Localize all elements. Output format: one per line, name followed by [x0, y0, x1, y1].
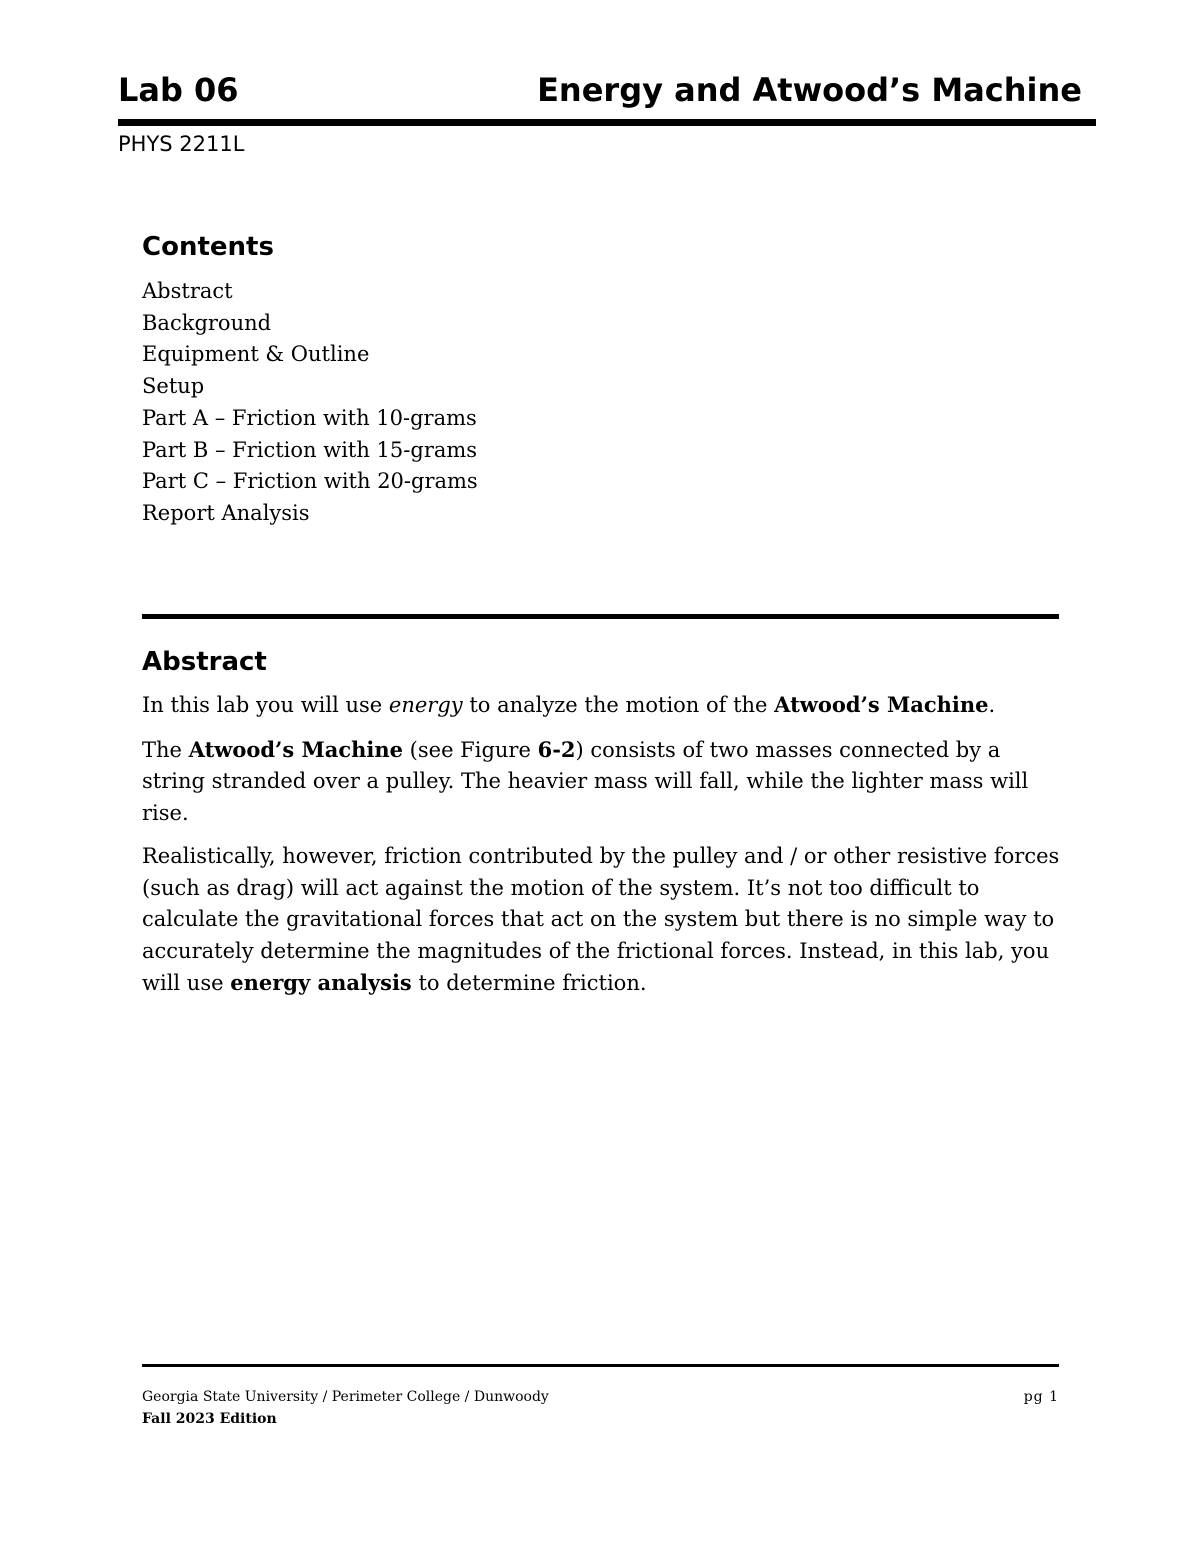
abstract-p1-text: In this lab you will use: [142, 693, 389, 717]
document-title: Energy and Atwood’s Machine: [537, 71, 1082, 109]
footer-edition: Fall 2023 Edition: [142, 1411, 277, 1427]
toc-item-part-b: Part B – Friction with 15-grams: [142, 437, 478, 462]
abstract-paragraph-3: [142, 841, 1062, 1000]
course-code: PHYS 2211L: [118, 132, 245, 156]
footer-divider: [142, 1364, 1059, 1367]
table-of-contents: [142, 276, 478, 530]
abstract-p1-period: .: [988, 693, 996, 717]
abstract-p2-text-2: (see Figure: [403, 737, 538, 762]
toc-item-report-analysis: Report Analysis: [142, 500, 310, 525]
abstract-heading: Abstract: [142, 647, 267, 677]
abstract-paragraph-1: [142, 689, 1062, 722]
abstract-p3-energy-analysis: energy analysis: [230, 970, 412, 995]
toc-item-part-a: Part A – Friction with 10-grams: [142, 405, 477, 430]
toc-item-part-c: Part C – Friction with 20-grams: [142, 469, 478, 494]
abstract-p2-atwood: Atwood’s Machine: [188, 736, 403, 762]
abstract-p1-energy: energy: [388, 693, 463, 717]
toc-item-abstract: Abstract: [142, 279, 233, 303]
abstract-p2-text: The: [142, 737, 189, 762]
header-divider: [118, 119, 1096, 126]
footer-institution: Georgia State University / Perimeter College / Dunwoody: [142, 1389, 549, 1405]
figure-reference: 6-2: [537, 736, 576, 762]
abstract-p1-atwood: Atwood’s Machine: [774, 692, 989, 717]
abstract-p3-text-2: to determine friction.: [411, 971, 647, 995]
toc-item-setup: Setup: [142, 374, 205, 399]
abstract-p1-text-2: to analyze the motion of the: [462, 693, 775, 717]
page-number: pg 1: [1023, 1389, 1059, 1405]
abstract-body: [142, 689, 1062, 1012]
abstract-p3-text: Realistically, however, friction contributed by the pulley and / or other resistive forces (such as drag) will act against the motion of the system. It’s not too difficult to calculate the gravitational forces that act on the system but there is no simple way to accurately determine the magnitudes of the frictional forces. Instead, in this lab, you will use: [142, 844, 1060, 995]
lab-number: Lab 06: [118, 71, 239, 109]
abstract-p2-text-3: ) consists of two masses connected by a string stranded over a pulley. The heavier mass will fall, while the lighter mass will rise.: [142, 737, 1029, 825]
contents-heading: Contents: [142, 232, 274, 262]
toc-item-background: Background: [142, 310, 272, 335]
toc-item-equipment-outline: Equipment & Outline: [142, 342, 370, 367]
abstract-paragraph-2: [142, 734, 1062, 830]
section-divider: [142, 614, 1059, 619]
